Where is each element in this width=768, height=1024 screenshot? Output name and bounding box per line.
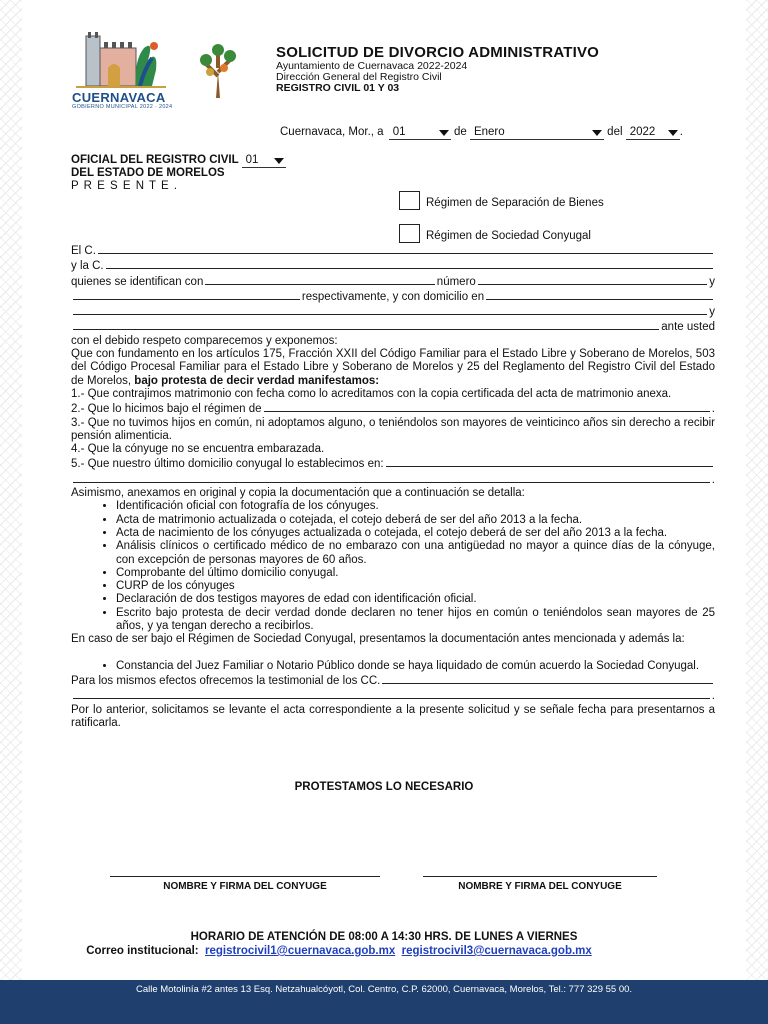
numero-field[interactable] [478, 274, 707, 285]
regimen-field[interactable] [264, 401, 710, 412]
ante-label: ante usted [661, 321, 715, 334]
date-de: de [453, 126, 467, 138]
presente: P R E S E N T E . [71, 180, 179, 192]
regimen-sociedad[interactable] [399, 224, 591, 243]
separacion-checkbox[interactable] [399, 191, 420, 210]
domicilio-field-3[interactable] [73, 319, 659, 330]
footer-address: Calle Motolinía #2 antes 13 Esq. Netzahualcóyotl, Col. Centro, C.P. 62000, Cuernavaca, Morelos, Tel.: 777 329 55 00. [135, 984, 633, 995]
oficial-line-1 [71, 154, 286, 168]
logo-name: CUERNAVACA [72, 90, 166, 105]
list-item: • Acta de nacimiento de los cónyuges actualizada o cotejada, el cotejo deberá de ser del año 2013 a la fecha. [116, 527, 715, 540]
el-c-field[interactable] [98, 243, 713, 254]
form-body [71, 243, 715, 730]
oficial-number-select[interactable] [242, 154, 286, 168]
ante-line [71, 319, 715, 334]
p1-text-b: como lo acreditamos con la copia certificada del acta de matrimonio anexa. [287, 387, 672, 400]
list-item: • Escrito bajo protesta de decir verdad donde declaren no tener hijos en común o teniéndolos sean mayores de 25 años, y ya tengan derecho a recibirlos. [116, 607, 715, 634]
signature-right[interactable] [423, 876, 657, 892]
signature-line [110, 876, 380, 877]
email-link-2[interactable]: registrocivil3@cuernavaca.gob.mx [401, 945, 592, 957]
point-5-cont [71, 472, 715, 487]
ultimo-domicilio-field-2[interactable] [73, 472, 710, 483]
el-c-line [71, 243, 715, 258]
testigos-field[interactable] [382, 673, 713, 684]
point-2 [71, 401, 715, 416]
header-line-2: Dirección General del Registro Civil [276, 71, 442, 83]
footer-bar [0, 980, 768, 1024]
testimonial-text: Para los mismos efectos ofrecemos la testimonial de los CC. [71, 674, 381, 687]
spacer [71, 647, 715, 660]
ultimo-domicilio-field[interactable] [386, 456, 713, 467]
protestamos: PROTESTAMOS LO NECESARIO [294, 781, 474, 793]
p5-end: . [711, 473, 715, 486]
p5-text: 5.- Que nuestro último domicilio conyugal lo establecimos en: [71, 458, 384, 471]
p2-text: 2.- Que lo hicimos bajo el régimen de [71, 403, 262, 416]
respectivamente-label: respectivamente, y con domicilio en [301, 290, 485, 303]
asimismo: Asimismo, anexamos en original y copia la documentación que a continuación se detalla: [71, 487, 525, 500]
sociedad-docs-list [71, 660, 715, 673]
comparecemos: con el debido respeto comparecemos y exponemos: [71, 334, 338, 347]
chevron-down-icon [439, 130, 449, 136]
regimen-separacion[interactable] [399, 191, 604, 210]
date-end: . [679, 126, 683, 138]
point-4: 4.- Que la cónyuge no se encuentra embarazada. [71, 443, 325, 456]
identificacion-field-2[interactable] [73, 289, 300, 300]
signature-left[interactable] [110, 876, 380, 892]
fundamento-paragraph [71, 348, 715, 388]
logo-tagline: GOBIERNO MUNICIPAL 2022 · 2024 [72, 104, 173, 110]
testimonial-end: . [711, 690, 715, 703]
list-item: • Acta de matrimonio actualizada o cotejada, el cotejo deberá de ser del año 2013 a la fecha. [116, 514, 715, 527]
month-value: Enero [473, 126, 505, 138]
numero-label: número [436, 275, 476, 288]
list-item: • Análisis clínicos o certificado médico de no embarazo con una antigüedad no mayor a quince días de la cónyuge, con excepción de personas mayores de 60 años. [116, 540, 715, 567]
signature-label: NOMBRE Y FIRMA DEL CONYUGE [163, 881, 327, 892]
testimonial-line-2 [71, 688, 715, 703]
header-line-1: Ayuntamiento de Cuernavaca 2022-2024 [276, 60, 468, 72]
sociedad-text: En caso de ser bajo el Régimen de Sociedad Conyugal, presentamos la documentación antes mencionada y además la: [71, 633, 685, 646]
point-1 [71, 388, 715, 401]
list-item: • CURP de los cónyuges [116, 580, 715, 593]
identificacion-field[interactable] [205, 274, 434, 285]
chevron-down-icon [592, 130, 602, 136]
border-pattern-right [746, 0, 768, 980]
sociedad-checkbox[interactable] [399, 224, 420, 243]
date-prefix: Cuernavaca, Mor., a [280, 126, 384, 138]
month-select[interactable] [470, 126, 604, 140]
list-item: • Identificación oficial con fotografía de los cónyuges. [116, 500, 715, 513]
year-value: 2022 [629, 126, 656, 138]
identificacion-line [71, 274, 715, 289]
list-item: • Declaración de dos testigos mayores de edad con identificación oficial. [116, 593, 715, 606]
y-la-c-label: y la C. [71, 260, 104, 273]
oficial-number-value: 01 [245, 154, 259, 166]
header-line-3: REGISTRO CIVIL 01 Y 03 [276, 82, 400, 94]
y-label: y [709, 275, 715, 288]
fundamento-text: Que con fundamento en los artículos 175, Fracción XXII del Código Familiar para el Estado Libre y Soberano de Morelos, 503 del Código Procesal Familiar para el Estado Libre y Soberano de Morelos y 25 del Reglamento del Registro Civil del Estado de Morelos, [71, 348, 715, 387]
signature-line [423, 876, 657, 877]
day-value: 01 [392, 126, 406, 138]
por-lo-anterior: Por lo anterior, solicitamos se levante el acta correspondiente a la presente solicitud y se señale fecha para presentarnos a ratificarla. [71, 703, 715, 729]
border-pattern-left [0, 0, 22, 980]
tree-glyph-icon [196, 42, 240, 100]
y-label-2: y [709, 306, 715, 319]
domicilio-line-2 [71, 304, 715, 319]
p2-end: . [711, 403, 715, 416]
document-title: SOLICITUD DE DIVORCIO ADMINISTRATIVO [276, 44, 600, 61]
list-item: • Constancia del Juez Familiar o Notario Público donde se haya liquidado de común acuerdo la Sociedad Conyugal. [116, 660, 715, 673]
chevron-down-icon [274, 158, 284, 164]
oficial-title: OFICIAL DEL REGISTRO CIVIL [71, 154, 239, 166]
date-del: del [607, 126, 623, 138]
docs-list [71, 500, 715, 633]
domicilio-field[interactable] [486, 289, 713, 300]
p1-text-a: 1.- Que contrajimos matrimonio con fecha [71, 387, 285, 400]
list-item: • Comprobante del último domicilio conyugal. [116, 567, 715, 580]
sociedad-label: Régimen de Sociedad Conyugal [426, 230, 591, 242]
identifican-label: quienes se identifican con [71, 275, 204, 288]
date-line [280, 126, 683, 140]
document-header [276, 44, 599, 94]
correo-label: Correo institucional: [86, 945, 199, 957]
y-la-c-line [71, 258, 715, 273]
domicilio-field-2[interactable] [73, 304, 707, 315]
protesta-text: bajo protesta de decir verdad manifestamos: [134, 374, 380, 387]
day-select[interactable] [389, 126, 451, 140]
separacion-label: Régimen de Separación de Bienes [426, 197, 604, 209]
signature-label: NOMBRE Y FIRMA DEL CONYUGE [458, 881, 622, 892]
point-5 [71, 456, 715, 471]
testigos-field-2[interactable] [73, 688, 710, 699]
el-c-label: El C. [71, 245, 96, 257]
testimonial-line [71, 673, 715, 688]
oficial-line-2: DEL ESTADO DE MORELOS [71, 167, 225, 179]
chevron-down-icon [668, 130, 678, 136]
y-la-c-field[interactable] [106, 258, 713, 269]
domicilio-line [71, 289, 715, 304]
year-select[interactable] [626, 126, 680, 140]
horario: HORARIO DE ATENCIÓN DE 08:00 A 14:30 HRS. DE LUNES A VIERNES [190, 931, 578, 943]
point-3: 3.- Que no tuvimos hijos en común, ni adoptamos alguno, o teniéndolos son mayores de veinticinco años sin derecho a recibir pensión alimenticia. [71, 416, 715, 442]
email-link-1[interactable]: registrocivil1@cuernavaca.gob.mx [205, 945, 396, 957]
correo-line [0, 945, 768, 957]
